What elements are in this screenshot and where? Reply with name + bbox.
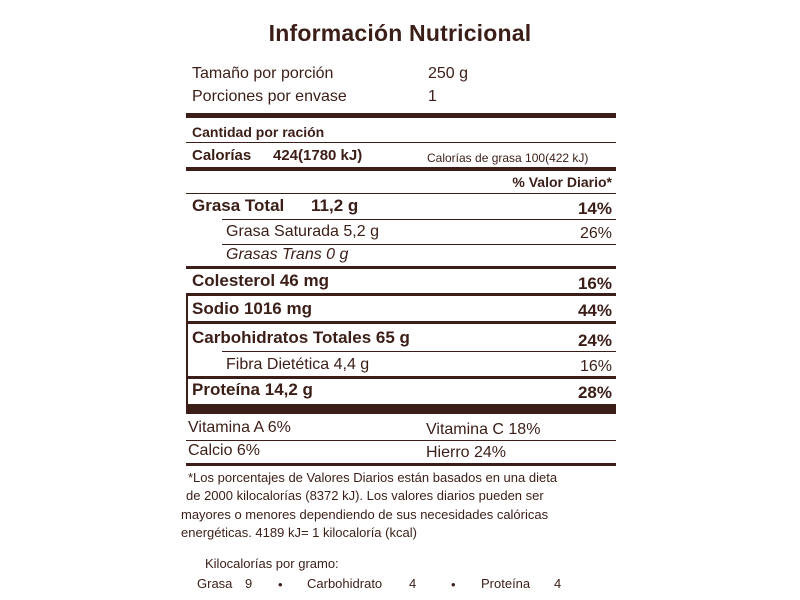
bullet: • (278, 577, 283, 592)
protein-dv: 28% (577, 383, 612, 402)
protein-text: Proteína 14,2 g (192, 380, 313, 399)
kcal-fat-label: Grasa (197, 576, 233, 591)
total-fat-dv: 14% (577, 199, 612, 218)
kcal-carb-value: 4 (409, 576, 417, 591)
cholesterol-text: Colesterol 46 mg (192, 271, 329, 290)
kcal-protein-value: 4 (554, 576, 562, 591)
amount-per-serving-heading: Cantidad por ración (192, 124, 325, 140)
serving-size-label: Tamaño por porción (192, 65, 334, 82)
divider (186, 321, 616, 324)
calories-from-fat: Calorías de grasa 100(422 kJ) (427, 151, 589, 165)
left-border (186, 294, 188, 408)
thick-divider (186, 404, 616, 414)
saturated-fat-text: Grasa Saturada 5,2 g (226, 223, 379, 240)
footnote-line: *Los porcentajes de Valores Diarios están basados en una dieta (188, 470, 558, 485)
total-fat-amount: 11,2 g (311, 196, 359, 215)
divider (222, 219, 616, 220)
divider (186, 440, 616, 441)
saturated-fat-dv: 26% (579, 225, 612, 242)
footnote-line: energéticas. 4189 kJ= 1 kilocaloría (kcal) (181, 525, 417, 540)
divider (186, 142, 616, 143)
medium-divider (186, 167, 616, 171)
divider (186, 193, 616, 194)
total-carbohydrates-text: Carbohidratos Totales 65 g (192, 328, 410, 347)
serving-size-value: 250 g (428, 65, 469, 82)
bullet: • (451, 577, 456, 592)
servings-per-container-value: 1 (428, 88, 437, 105)
divider (222, 351, 616, 352)
cholesterol-dv: 16% (577, 274, 612, 293)
total-fat-label: Grasa Total (192, 196, 285, 215)
vitamin-a: Vitamina A 6% (188, 419, 291, 436)
servings-per-container-label: Porciones por envase (192, 88, 347, 105)
footnote-line: mayores o menores dependiendo de sus necesidades calóricas (181, 507, 549, 522)
thick-divider (186, 113, 616, 118)
page-title: Información Nutricional (268, 20, 532, 46)
divider (186, 376, 616, 379)
iron: Hierro 24% (426, 444, 507, 461)
daily-value-heading: % Valor Diario* (512, 174, 612, 190)
kcal-protein-label: Proteína (481, 576, 531, 591)
divider (186, 266, 616, 269)
dietary-fiber-dv: 16% (579, 358, 612, 375)
dietary-fiber-text: Fibra Dietética 4,4 g (226, 356, 370, 373)
vitamin-c: Vitamina C 18% (426, 421, 541, 438)
divider (222, 244, 616, 245)
calories-value: 424(1780 kJ) (273, 147, 363, 164)
kcal-carb-label: Carbohidrato (307, 576, 383, 591)
divider (186, 293, 616, 296)
footnote-line: de 2000 kilocalorías (8372 kJ). Los valores diarios pueden ser (186, 488, 544, 503)
total-carbohydrates-dv: 24% (577, 331, 612, 350)
trans-fat-text: Grasas Trans 0 g (226, 246, 349, 263)
sodium-text: Sodio 1016 mg (192, 299, 312, 318)
kcal-fat-value: 9 (245, 576, 253, 591)
calories-label: Calorías (192, 147, 252, 164)
calcium: Calcio 6% (188, 442, 261, 459)
divider (186, 463, 616, 466)
sodium-dv: 44% (577, 301, 612, 320)
kcal-per-gram-heading: Kilocalorías por gramo: (205, 556, 339, 571)
